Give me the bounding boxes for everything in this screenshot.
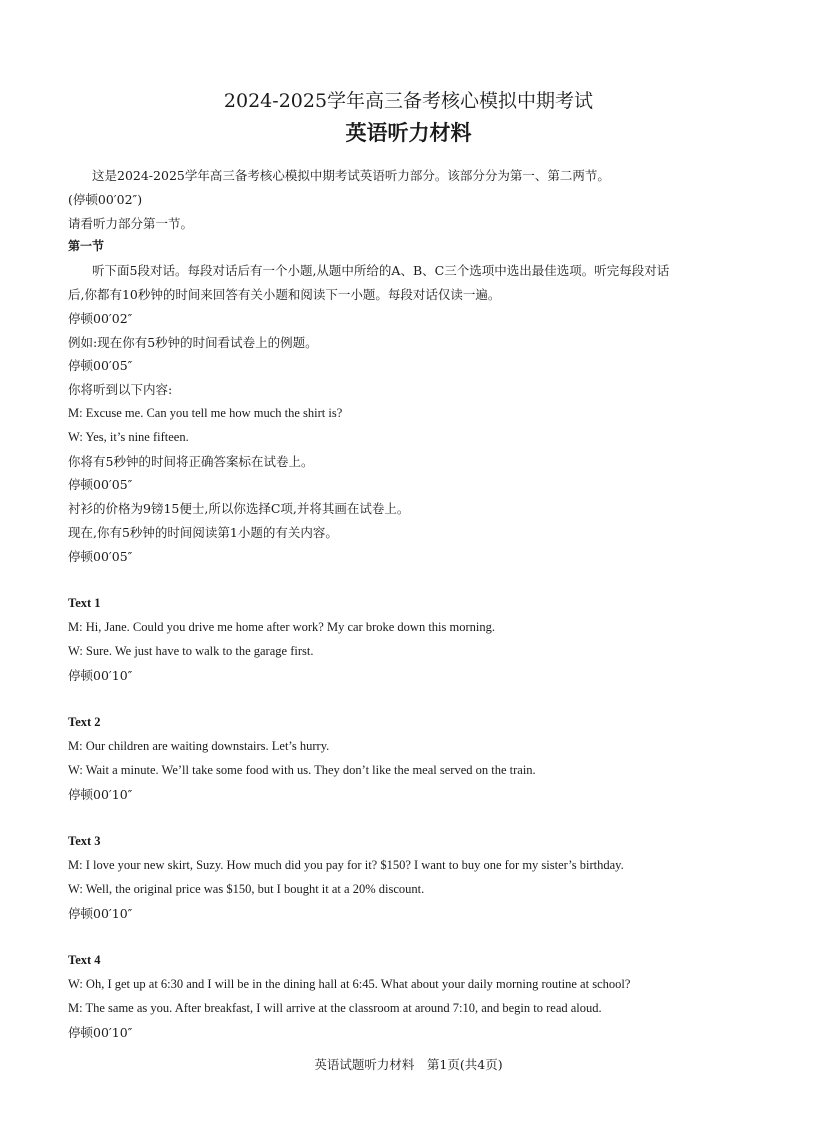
instruction-line: 现在,你有5秒钟的时间阅读第1小题的有关内容。 — [68, 524, 338, 540]
section-instruction-line: 后,你都有10秒钟的时间来回答有关小题和阅读下一小题。每段对话仅读一遍。 — [68, 286, 501, 302]
answer-note-line: 衬衫的价格为9镑15便士,所以你选择C项,并将其画在试卷上。 — [68, 501, 410, 517]
pause-line: 停顿00′10″ — [68, 1024, 133, 1040]
dialogue-line: M: The same as you. After breakfast, I will arrive at the classroom at around 7:10, and begin to read aloud. — [68, 1000, 602, 1015]
pause-line: 停顿00′10″ — [68, 667, 133, 683]
pause-line: 停顿00′10″ — [68, 786, 133, 802]
dialogue-line: W: Sure. We just have to walk to the garage first. — [68, 643, 314, 658]
example-dialogue-line: M: Excuse me. Can you tell me how much the shirt is? — [68, 405, 343, 420]
intro-paragraph: 这是2024-2025学年高三备考核心模拟中期考试英语听力部分。该部分分为第一、第二两节。 — [92, 168, 610, 183]
pause-line: (停顿00′02″) — [68, 191, 143, 207]
document-subtitle: 英语听力材料 — [345, 121, 472, 145]
section-instruction-line: 听下面5段对话。每段对话后有一个小题,从题中所给的A、B、C三个选项中选出最佳选项。听完每段对话 — [92, 263, 670, 279]
document-title: 2024-2025学年高三备考核心模拟中期考试 — [223, 90, 594, 112]
pause-line: 停顿00′05″ — [68, 477, 133, 493]
dialogue-line: W: Oh, I get up at 6:30 and I will be in the dining hall at 6:45. What about your daily morning routine at school? — [68, 977, 631, 992]
dialogue-line: M: I love your new skirt, Suzy. How much did you pay for it? $150? I want to buy one for my sister’s birthday. — [68, 858, 624, 873]
example-line: 例如:现在你有5秒钟的时间看试卷上的例题。 — [68, 334, 318, 350]
dialogue-line: M: Our children are waiting downstairs. Let’s hurry. — [68, 739, 330, 754]
pause-line: 停顿00′02″ — [68, 310, 133, 326]
text-heading: Text 4 — [68, 953, 101, 968]
text-heading: Text 2 — [68, 715, 101, 730]
example-dialogue-line: W: Yes, it’s nine fifteen. — [68, 429, 189, 444]
pause-line: 停顿00′05″ — [68, 548, 133, 564]
text-heading: Text 3 — [68, 834, 101, 849]
pause-line: 停顿00′05″ — [68, 358, 133, 374]
page-footer: 英语试题听力材料 第1页(共4页) — [314, 1057, 503, 1072]
instruction-line: 你将听到以下内容: — [68, 382, 173, 398]
dialogue-line: M: Hi, Jane. Could you drive me home after work? My car broke down this morning. — [68, 620, 495, 635]
pause-line: 停顿00′10″ — [68, 905, 133, 921]
text-heading: Text 1 — [68, 596, 101, 611]
document-body — [68, 164, 758, 1044]
dialogue-line: W: Wait a minute. We’ll take some food with us. They don’t like the meal served on the train. — [68, 762, 536, 777]
section-heading: 第一节 — [68, 239, 105, 254]
dialogue-line: W: Well, the original price was $150, but I bought it at a 20% discount. — [68, 881, 425, 896]
instruction-line: 请看听力部分第一节。 — [68, 215, 194, 231]
instruction-line: 你将有5秒钟的时间将正确答案标在试卷上。 — [68, 453, 314, 469]
